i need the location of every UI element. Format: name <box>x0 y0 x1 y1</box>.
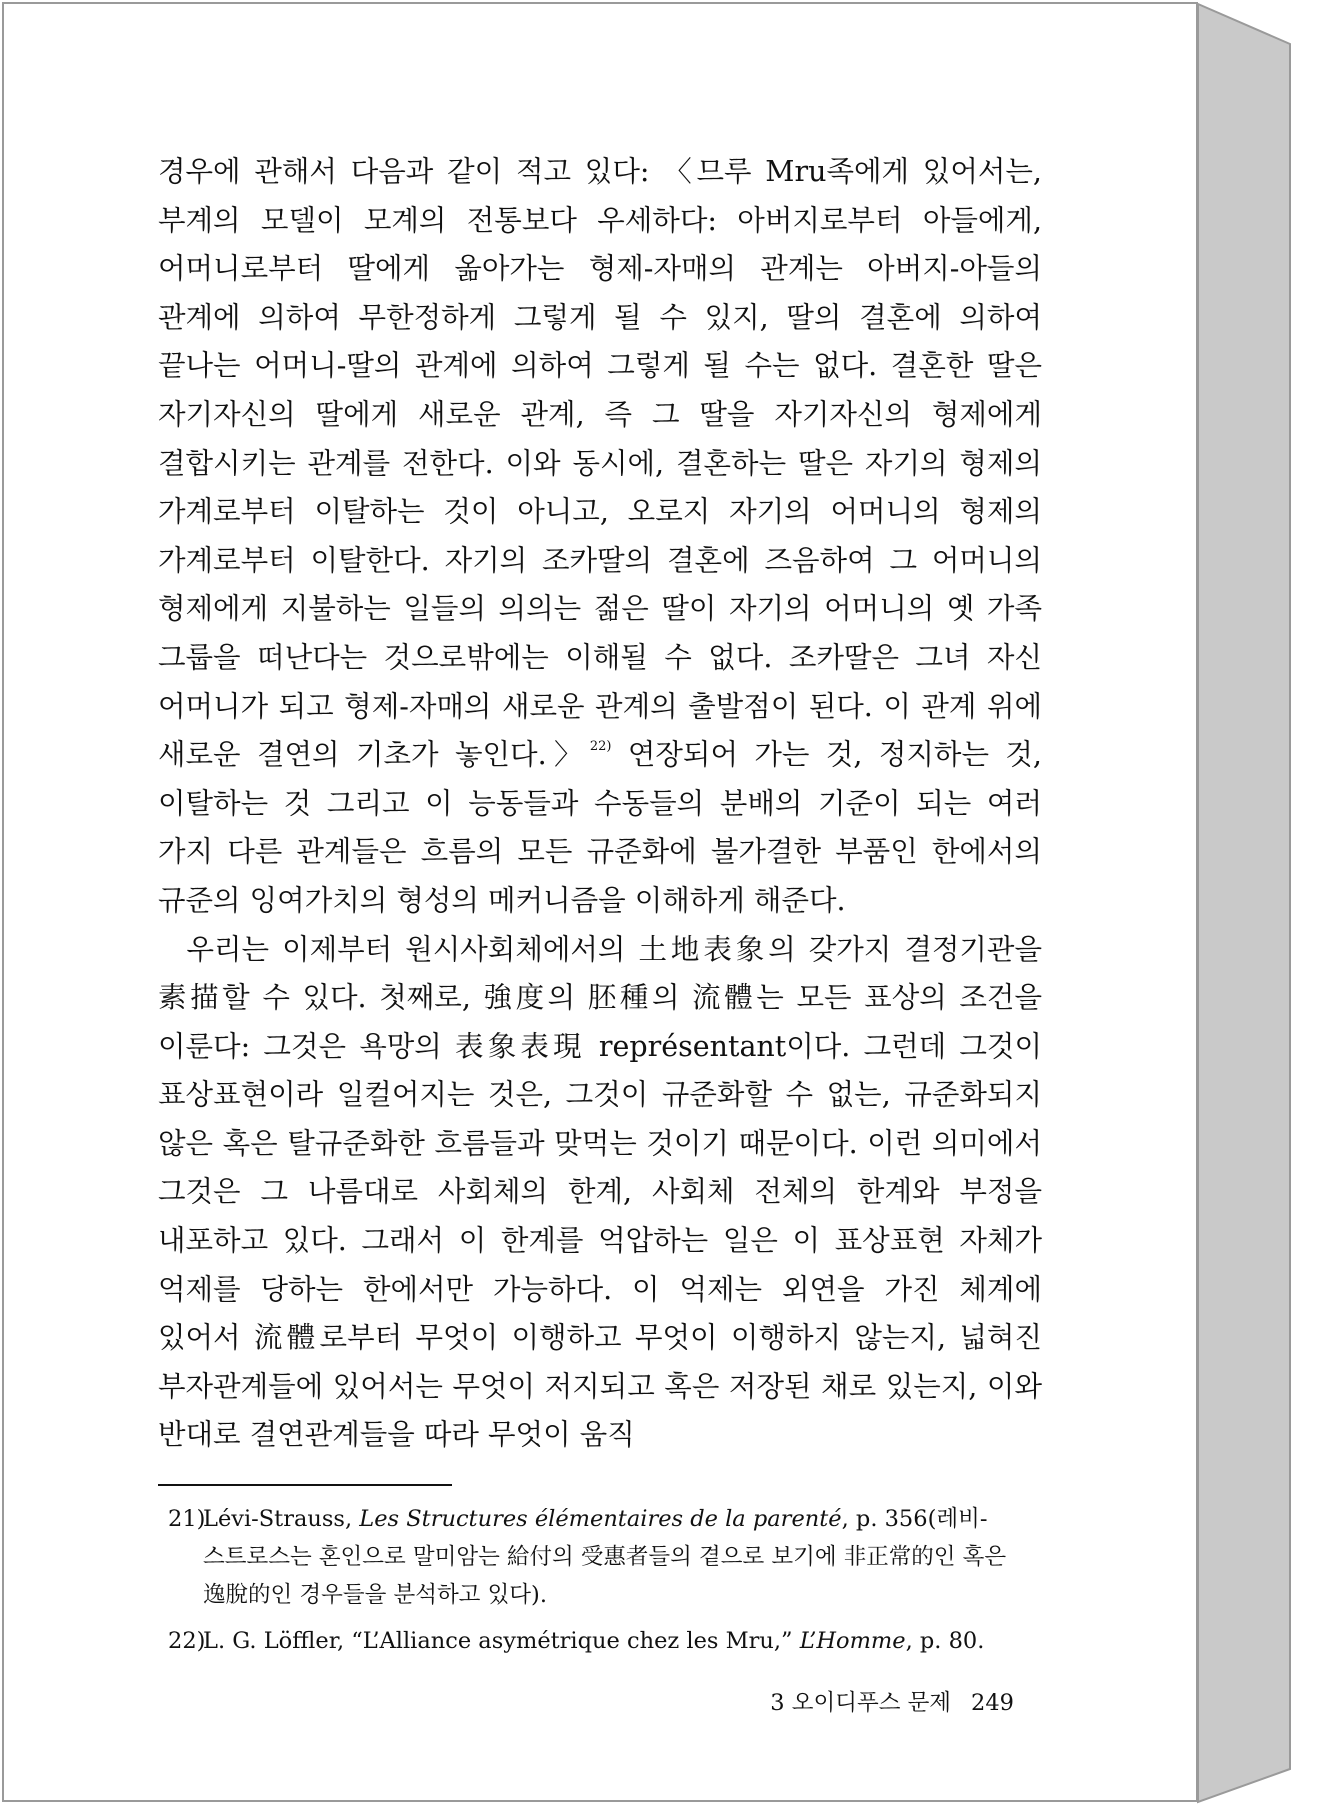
footnote-22 <box>158 1622 1042 1660</box>
paragraph-1 <box>158 148 1042 926</box>
page-content <box>158 148 1042 1720</box>
body-text <box>158 148 1042 1460</box>
paragraph-1-continuation: 연장되어 가는 것, 정지하는 것, 이탈하는 것 그리고 이 능동들과 수동들의 분배의 기준이 되는 여러 가지 다른 관계들은 흐름의 모든 규준화에 불가결한 부품인 한에서의 규준의 잉여가치의 형성의 메커니즘을 이해하게 해준다. <box>158 738 1042 917</box>
footnote-ref-22[interactable]: 22) <box>589 739 612 755</box>
footnote-divider <box>158 1484 452 1486</box>
footnote-book-title: Les Structures élémentaires de la parenté <box>359 1506 842 1533</box>
footnote-21 <box>158 1500 1042 1614</box>
running-footer <box>158 1686 1042 1720</box>
paragraph-2-text: 우리는 이제부터 원시사회체에서의 土地表象의 갖가지 결정기관을 素描할 수 있다. 첫째로, 強度의 胚種의 流體는 모든 표상의 조건을 이룬다: 그것은 욕망의 表象表現 représentant이다. 그런데 그것이 표상표현이라 일컬어지는 것은, 그것이 규준화할 수 없는, 규준화되지 않은 혹은 탈규준화한 흐름들과 맞먹는 것이기 때문이다. 이런 의미에서 그것은 그 나름대로 사회체의 한계, 사회체 전체의 한계와 부정을 내포하고 있다. 그래서 이 한계를 억압하는 일은 이 표상표현 자체가 억제를 당하는 한에서만 가능하다. 이 억제는 외연을 가진 체계에 있어서 流體로부터 무엇이 이행하고 무엇이 이행하지 않는지, 넓혀진 부자관계들에 있어서는 무엇이 저지되고 혹은 저장된 채로 있는지, 이와 반대로 결연관계들을 따라 무엇이 움직 <box>158 932 1042 1452</box>
footnote-author: L. G. Löffler, <box>203 1628 352 1655</box>
page-number: 249 <box>971 1690 1014 1717</box>
paragraph-1-text: 경우에 관해서 다음과 같이 적고 있다: 〈므루 Mru족에게 있어서는, 부계의 모델이 모계의 전통보다 우세하다: 아버지로부터 아들에게, 어머니로부터 딸에게 옮아가는 형제-자매의 관계는 아버지-아들의 관계에 의하여 무한정하게 그렇게 될 수 있지, 딸의 결혼에 의하여 끝나는 어머니-딸의 관계에 의하여 그렇게 될 수는 없다. 결혼한 딸은 자기자신의 딸에게 새로운 관계, 즉 그 딸을 자기자신의 형제에게 결합시키는 관계를 전한다. 이와 동시에, 결혼하는 딸은 자기의 형제의 가계로부터 이탈하는 것이 아니고, 오로지 자기의 어머니의 형제의 가계로부터 이탈한다. 자기의 조카딸의 결혼에 즈음하여 그 어머니의 형제에게 지불하는 일들의 의의는 젊은 딸이 자기의 어머니의 옛 가족 그룹을 떠난다는 것으로밖에는 이해될 수 없다. 조카딸은 그녀 자신 어머니가 되고 형제-자매의 새로운 관계의 출발점이 된다. 이 관계 위에 새로운 결연의 기초가 놓인다.〉 <box>158 155 1042 772</box>
footnote-number: 22) <box>168 1628 206 1655</box>
chapter-title: 3 오이디푸스 문제 <box>770 1690 952 1717</box>
footnote-detail: , p. 356(레비-스트로스는 혼인으로 말미암는 給付의 受惠者들의 곁으로 보기에 非正常的인 혹은 逸脫的인 경우들을 분석하고 있다). <box>203 1506 1007 1609</box>
footnote-number: 21) <box>168 1506 206 1533</box>
footnote-author: Lévi-Strauss, <box>203 1506 360 1533</box>
footnote-journal: L’Homme <box>799 1628 906 1655</box>
paragraph-2 <box>158 926 1042 1461</box>
footnote-detail: , p. 80. <box>905 1628 985 1655</box>
footnote-article-title: “L’Alliance asymétrique chez les Mru,” <box>351 1628 800 1655</box>
footnotes <box>158 1500 1042 1660</box>
